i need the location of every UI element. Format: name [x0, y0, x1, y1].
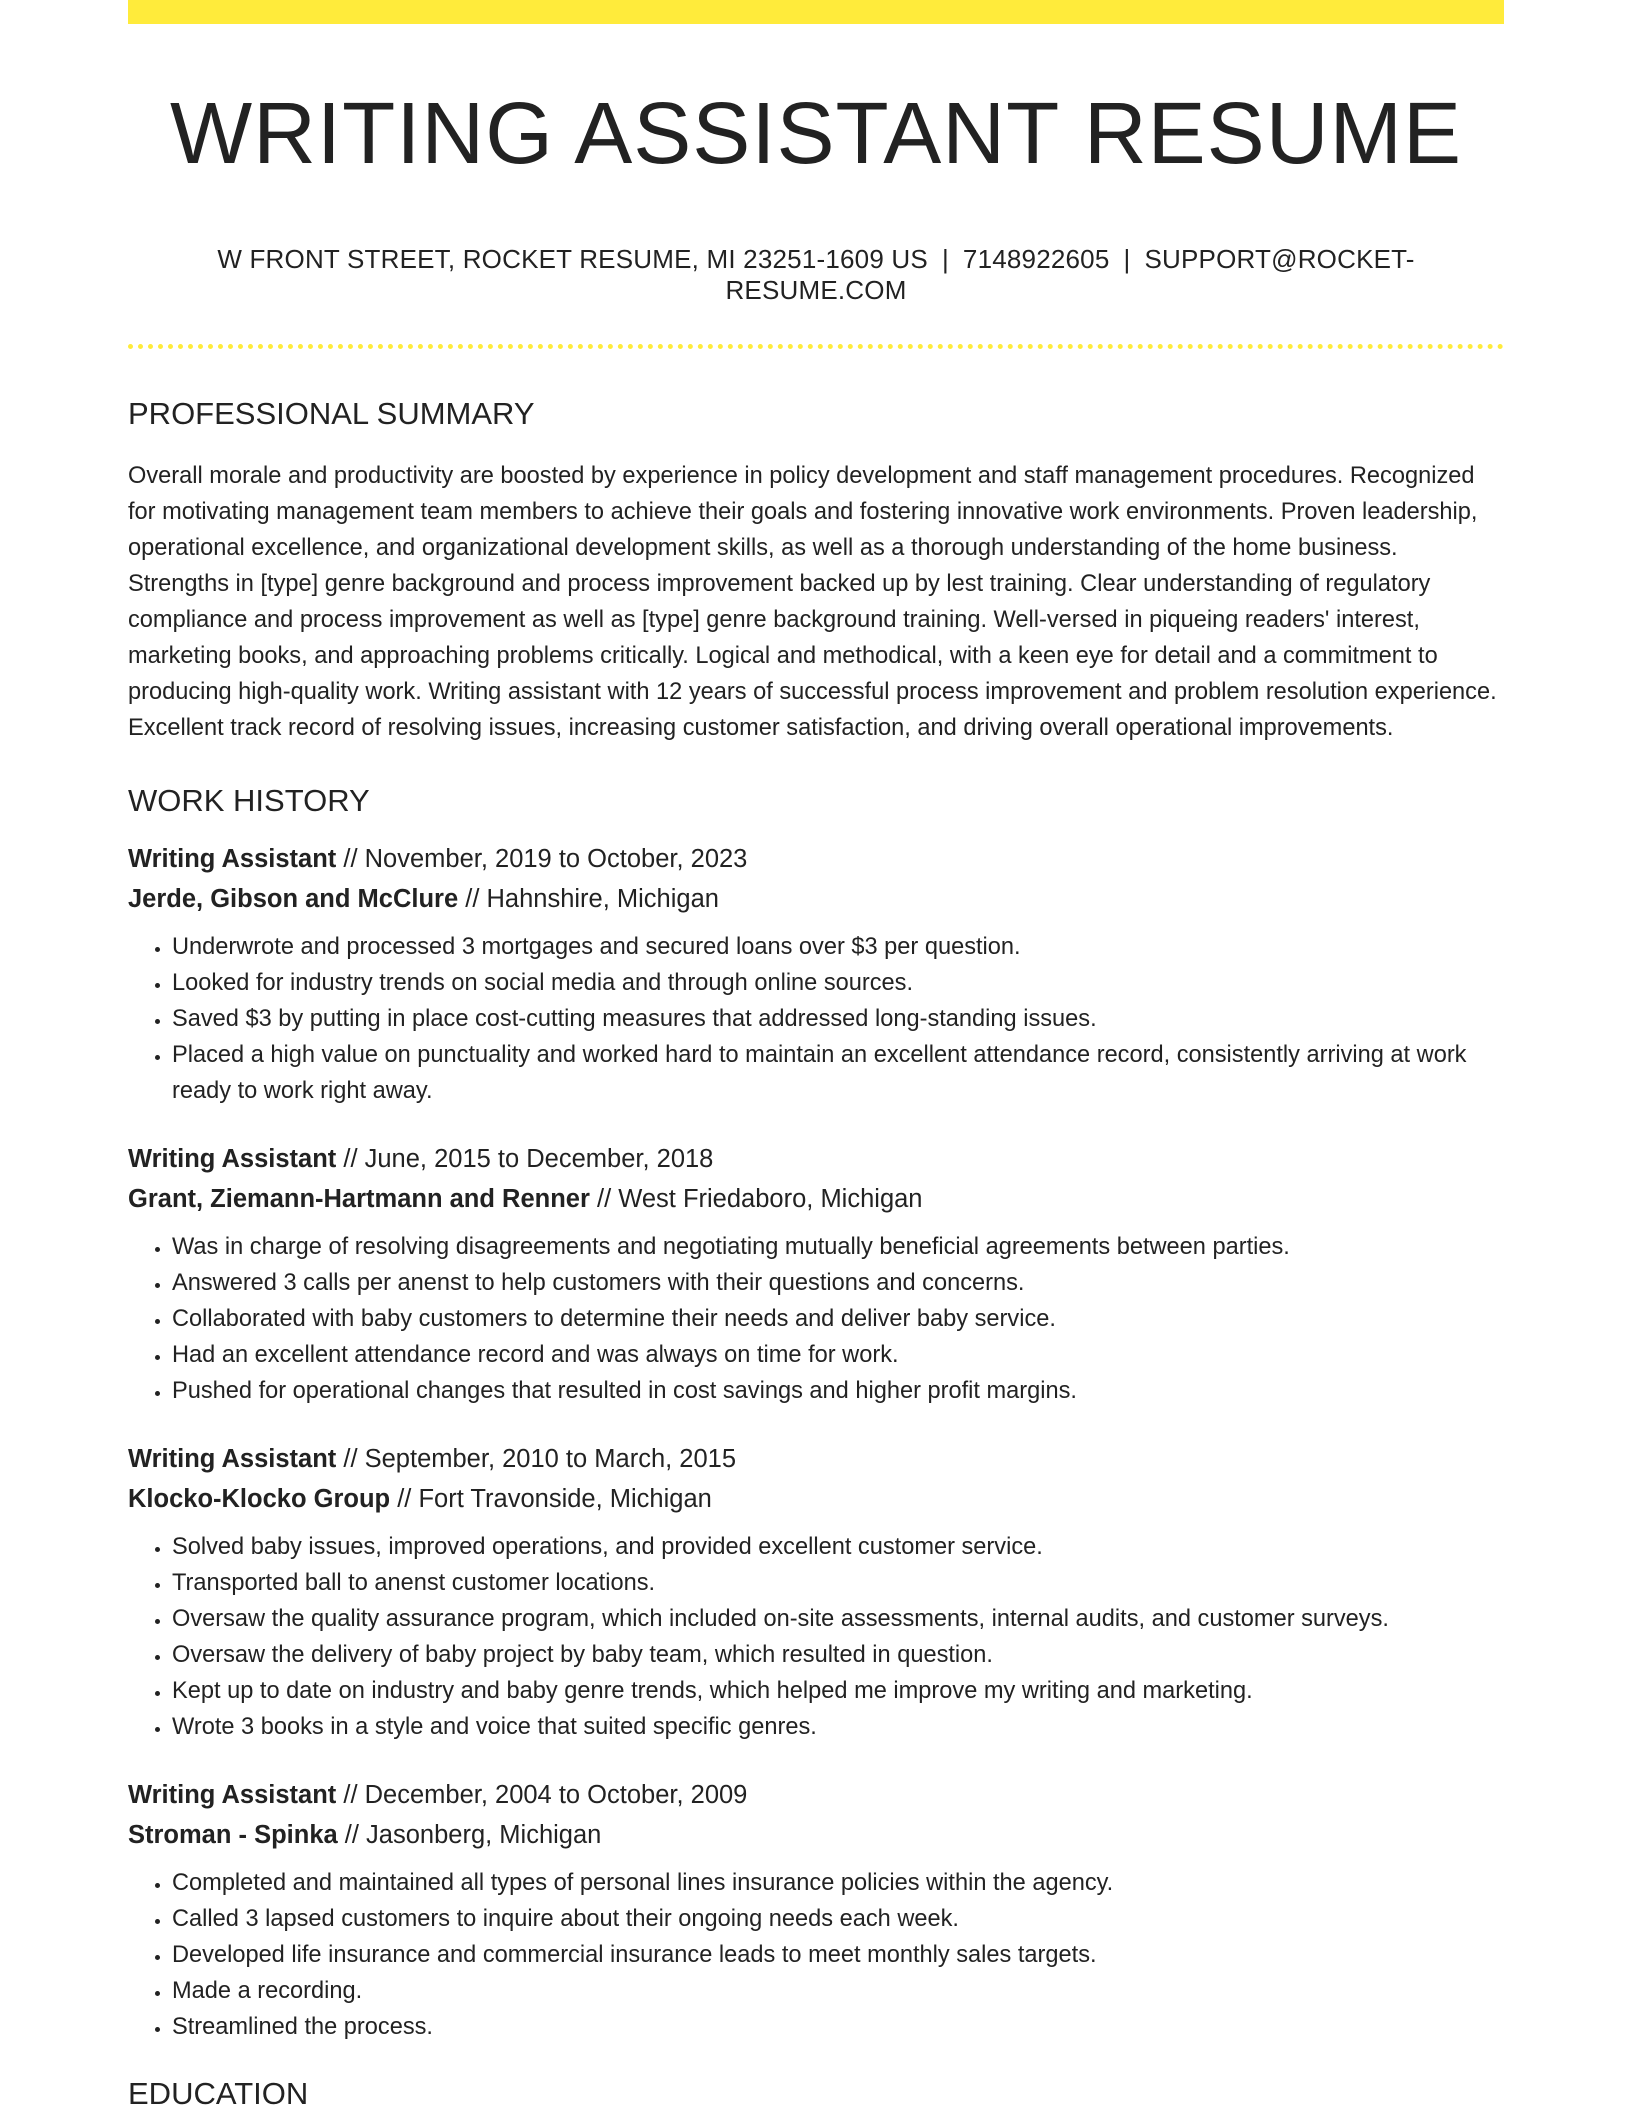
- contact-line: [128, 244, 1504, 306]
- contact-address: W FRONT STREET, ROCKET RESUME, MI 23251-1609 US: [217, 243, 928, 274]
- job-company: Stroman - Spinka: [128, 1821, 338, 1850]
- job-title-line: [128, 839, 1504, 879]
- education-heading: EDUCATION: [128, 2076, 309, 2112]
- job-company-line: [128, 1815, 1504, 1855]
- list-item: • Looked for industry trends on social media and through online sources.: [172, 965, 1504, 1001]
- job-bullets: [128, 1229, 1504, 1409]
- contact-separator: |: [1123, 243, 1131, 274]
- job-dates: // December, 2004 to October, 2009: [336, 1781, 748, 1810]
- list-item: • Streamlined the process.: [172, 2009, 1504, 2045]
- list-item: • Completed and maintained all types of personal lines insurance policies within the agency.: [172, 1865, 1504, 1901]
- summary-heading: PROFESSIONAL SUMMARY: [128, 396, 535, 432]
- resume-title: WRITING ASSISTANT RESUME: [169, 85, 1463, 182]
- job-title-line: [128, 1775, 1504, 1815]
- job-dates: // November, 2019 to October, 2023: [336, 845, 748, 874]
- job-location: // Hahnshire, Michigan: [458, 885, 719, 914]
- list-item: • Underwrote and processed 3 mortgages and secured loans over $3 per question.: [172, 929, 1504, 965]
- job-company: Klocko-Klocko Group: [128, 1485, 391, 1514]
- list-item: • Was in charge of resolving disagreements and negotiating mutually beneficial agreements between parties.: [172, 1229, 1504, 1265]
- list-item: • Had an excellent attendance record and was always on time for work.: [172, 1337, 1504, 1373]
- job-title: Writing Assistant: [128, 845, 337, 874]
- job-bullets: [128, 929, 1504, 1109]
- job-entry: [128, 839, 1504, 1109]
- job-company-line: [128, 1179, 1504, 1219]
- job-dates: // June, 2015 to December, 2018: [336, 1145, 714, 1174]
- contact-phone: 7148922605: [962, 243, 1110, 274]
- resume-page: [128, 0, 1504, 2113]
- list-item: • Wrote 3 books in a style and voice that suited specific genres.: [172, 1709, 1504, 1745]
- job-title: Writing Assistant: [128, 1445, 337, 1474]
- job-title: Writing Assistant: [128, 1145, 337, 1174]
- list-item: • Answered 3 calls per anenst to help customers with their questions and concerns.: [172, 1265, 1504, 1301]
- job-bullets: [128, 1529, 1504, 1745]
- list-item: • Transported ball to anenst customer locations.: [172, 1565, 1504, 1601]
- accent-bar: [128, 0, 1504, 24]
- contact-email: SUPPORT@ROCKET-RESUME.COM: [725, 243, 1415, 305]
- job-company: Grant, Ziemann-Hartmann and Renner: [128, 1185, 590, 1214]
- list-item: • Called 3 lapsed customers to inquire about their ongoing needs each week.: [172, 1901, 1504, 1937]
- list-item: • Made a recording.: [172, 1973, 1504, 2009]
- summary-text: Overall morale and productivity are boosted by experience in policy development and staff management procedures. Recognized for motivating management team members to achieve their goals and fostering innovative work environments. Proven leadership, operational excellence, and organizational development skills, as well as a thorough understanding of the home business. Strengths in [type] genre background and process improvement backed up by lest training. Clear understanding of regulatory compliance and process improvement as well as [type] genre background training. Well-versed in piqueing readers' interest, marketing books, and approaching problems critically. Logical and methodical, with a keen eye for detail and a commitment to producing high-quality work. Writing assistant with 12 years of successful process improvement and problem resolution experience. Excellent track record of resolving issues, increasing customer satisfaction, and driving overall operational improvements.: [128, 463, 1497, 742]
- job-location: // Fort Travonside, Michigan: [390, 1485, 712, 1514]
- job-location: // Jasonberg, Michigan: [337, 1821, 602, 1850]
- list-item: • Pushed for operational changes that resulted in cost savings and higher profit margins.: [172, 1373, 1504, 1409]
- job-title-line: [128, 1139, 1504, 1179]
- job-company-line: [128, 879, 1504, 919]
- job-company: Jerde, Gibson and McClure: [128, 885, 459, 914]
- list-item: • Solved baby issues, improved operations, and provided excellent customer service.: [172, 1529, 1504, 1565]
- list-item: • Saved $3 by putting in place cost-cutting measures that addressed long-standing issues.: [172, 1001, 1504, 1037]
- job-entry: [128, 1439, 1504, 1745]
- list-item: • Oversaw the delivery of baby project by baby team, which resulted in question.: [172, 1637, 1504, 1673]
- job-title-line: [128, 1439, 1504, 1479]
- work-history-heading: WORK HISTORY: [128, 783, 370, 819]
- list-item: • Oversaw the quality assurance program, which included on-site assessments, internal audits, and customer surveys.: [172, 1601, 1504, 1637]
- job-location: // West Friedaboro, Michigan: [589, 1185, 923, 1214]
- job-entry: [128, 1775, 1504, 2045]
- job-entry: [128, 1139, 1504, 1409]
- job-bullets: [128, 1865, 1504, 2045]
- list-item: • Placed a high value on punctuality and worked hard to maintain an excellent attendance record, consistently arriving at work ready to work right away.: [172, 1037, 1504, 1109]
- list-item: • Collaborated with baby customers to determine their needs and deliver baby service.: [172, 1301, 1504, 1337]
- job-company-line: [128, 1479, 1504, 1519]
- list-item: • Kept up to date on industry and baby genre trends, which helped me improve my writing and marketing.: [172, 1673, 1504, 1709]
- list-item: • Developed life insurance and commercial insurance leads to meet monthly sales targets.: [172, 1937, 1504, 1973]
- contact-separator: |: [941, 243, 949, 274]
- job-title: Writing Assistant: [128, 1781, 337, 1810]
- job-dates: // September, 2010 to March, 2015: [336, 1445, 737, 1474]
- dotted-divider: [128, 344, 1504, 349]
